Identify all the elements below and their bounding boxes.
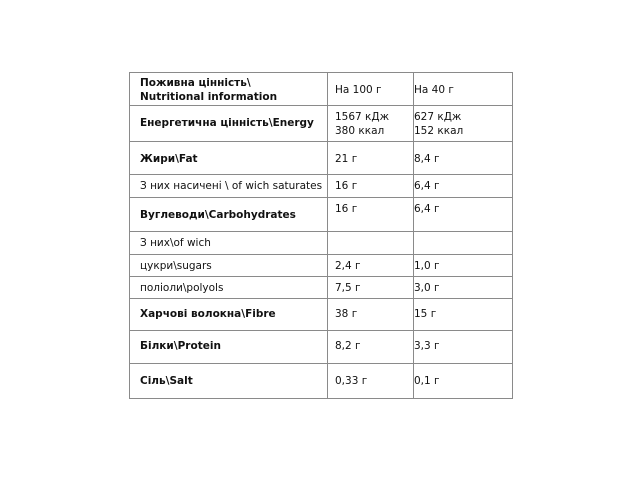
row-label: З них\of wich [130, 232, 328, 255]
row-label: Харчові волокна\Fibre [130, 299, 328, 331]
table-row [130, 232, 513, 255]
row-per40: 3,3 г [414, 331, 513, 364]
row-per100 [328, 232, 414, 255]
table-row [130, 106, 513, 142]
row-label: Сіль\Salt [130, 364, 328, 399]
row-label: поліоли\polyols [130, 277, 328, 299]
row-per100: 7,5 г [328, 277, 414, 299]
header-label-en: Nutritional information [140, 91, 278, 103]
table-row [130, 331, 513, 364]
row-per40: 3,0 г [414, 277, 513, 299]
header-per100: На 100 г [328, 73, 414, 106]
table-row [130, 255, 513, 277]
header-label-uk: Поживна цінність\ [140, 77, 251, 89]
table-row [130, 364, 513, 399]
row-label: Енергетична цінність\Energy [130, 106, 328, 142]
table-row [130, 277, 513, 299]
row-per100: 2,4 г [328, 255, 414, 277]
row-per40: 0,1 г [414, 364, 513, 399]
row-label: Вуглеводи\Carbohydrates [130, 198, 328, 232]
row-per100: 38 г [328, 299, 414, 331]
row-per40-line2: 152 ккал [414, 125, 464, 137]
row-per100-line1: 1567 кДж [335, 111, 390, 123]
row-per40: 6,4 г [414, 175, 513, 198]
header-per40: На 40 г [414, 73, 513, 106]
row-per40: 6,4 г [414, 198, 513, 232]
header-label-cell [130, 73, 328, 106]
table-row [130, 142, 513, 175]
row-per40: 1,0 г [414, 255, 513, 277]
row-label: З них насичені \ of wich saturates [130, 175, 328, 198]
row-per100: 16 г [328, 175, 414, 198]
row-label: Білки\Protein [130, 331, 328, 364]
row-per100: 8,2 г [328, 331, 414, 364]
row-label: цукри\sugars [130, 255, 328, 277]
row-per100: 0,33 г [328, 364, 414, 399]
row-per40 [414, 232, 513, 255]
row-per100: 16 г [328, 198, 414, 232]
row-label: Жири\Fat [130, 142, 328, 175]
table-row [130, 175, 513, 198]
table-row [130, 198, 513, 232]
nutrition-table [129, 72, 513, 399]
row-per40: 15 г [414, 299, 513, 331]
row-per40-line1: 627 кДж [414, 111, 462, 123]
table-row [130, 299, 513, 331]
row-per40: 8,4 г [414, 142, 513, 175]
row-per100-line2: 380 ккал [335, 125, 385, 137]
row-per100 [328, 106, 414, 142]
row-per40 [414, 106, 513, 142]
row-per100: 21 г [328, 142, 414, 175]
table-header-row [130, 73, 513, 106]
